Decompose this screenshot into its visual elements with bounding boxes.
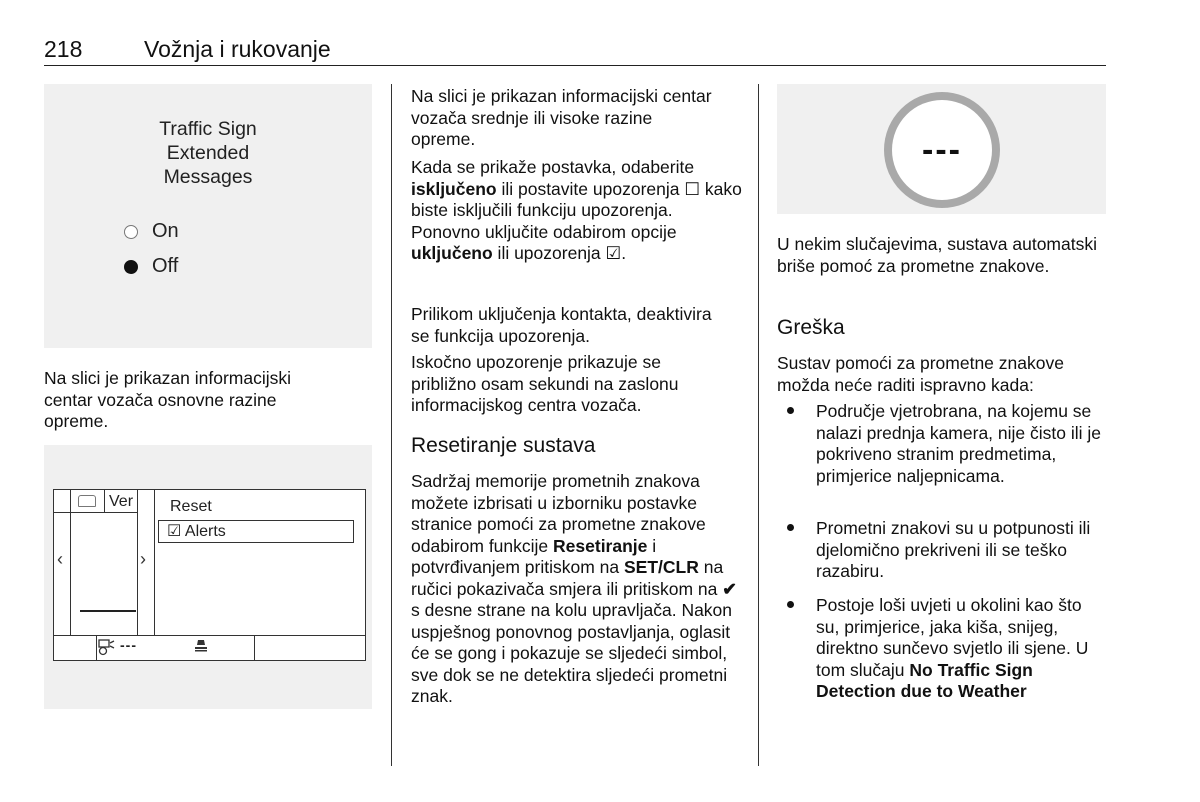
paragraph-settings: Kada se prikaže postavka, odaberite isključeno ili postavite upozorenja ☐ kako biste isključili funkciju upozorenja. Ponovno uključite odabirom opcije uključeno ili upozorenja ☑. [411, 157, 742, 263]
tab-divider [104, 490, 105, 512]
menu-item-label: Alerts [184, 523, 226, 540]
paragraph-popup: Iskočno upozorenje prikazuje se približno osam sekundi na zaslonu informacijskog centra vozača. [411, 352, 679, 415]
menu-item-reset[interactable]: Reset [170, 498, 212, 515]
list-item: Prometni znakovi su u potpunosti ili djelomično prekriveni ili se teško razabiru. [816, 518, 1091, 581]
menu-item-alerts[interactable] [158, 520, 354, 543]
status-bar-divider [254, 635, 255, 660]
radio-option-off[interactable] [124, 255, 178, 278]
traffic-sign-assist-icon [98, 638, 116, 656]
radio-unselected-icon [124, 225, 138, 239]
status-line [80, 610, 136, 612]
left-arrow-icon[interactable]: ‹ [57, 549, 63, 569]
settings-screen-figure [44, 84, 372, 348]
bullet-icon [787, 524, 794, 531]
status-bar-divider [96, 635, 97, 660]
menu-gutter [137, 490, 155, 635]
settings-title-line: Messages [163, 166, 253, 188]
settings-menu [154, 490, 365, 635]
driver-info-screen-figure [44, 445, 372, 709]
header-rule [44, 65, 1106, 66]
left-divider [70, 490, 71, 635]
radio-option-on[interactable] [124, 220, 179, 243]
section-heading-error: Greška [777, 316, 845, 339]
lane-icon [194, 638, 208, 652]
column-divider-1 [391, 84, 392, 766]
figure-caption: Na slici je prikazan informacijski centar vozača osnovne razine opreme. [44, 368, 292, 431]
partial-tab-label: Ver [109, 493, 134, 510]
traffic-sign-figure [777, 84, 1106, 214]
display-frame [53, 489, 366, 661]
settings-title [44, 117, 372, 189]
list-item: Postoje loši uvjeti u okolini kao što su, primjerice, jaka kiša, snijeg, direktno sunčevo svjetlo ili sjene. U tom slučaju No Traffic Sign Detection due to Weather [816, 595, 1089, 701]
sign-face [892, 100, 992, 200]
radio-selected-icon [124, 260, 138, 274]
list-item: Područje vjetrobrana, na kojemu se nalazi prednja kamera, nije čisto ili je pokriveno stranim predmetima, primjerice naljepnicama. [816, 401, 1101, 486]
paragraph-reset: Sadržaj memorije prometnih znakova možete izbrisati u izborniku postavke stranice pomoći za prometne znakove odabirom funkcije Resetiranje i potvrđivanjem pritiskom na SET/CLR na ručici pokazivača smjera ili pritiskom na ✔ s desne strane na kolu upravljača. Nakon uspješnog ponovnog postavljanja, oglasit će se gong i pokazuje se sljedeći simbol, sve dok se ne detektira sljedeći prometni znak. [411, 471, 737, 706]
paragraph-intro: Na slici je prikazan informacijski centar vozača srednje ili visoke razine opreme. [411, 86, 712, 149]
settings-title-line: Extended [166, 142, 250, 164]
radio-label: On [152, 220, 179, 242]
status-dashes: --- [120, 637, 137, 653]
car-icon [78, 495, 96, 507]
page-number: 218 [44, 36, 83, 62]
bullet-icon [787, 407, 794, 414]
section-heading-reset: Resetiranje sustava [411, 434, 596, 457]
sign-dashes: --- [922, 131, 962, 169]
traffic-sign-icon [884, 92, 1000, 208]
right-arrow-icon[interactable]: › [140, 549, 146, 569]
paragraph-auto-delete: U nekim slučajevima, sustava automatski briše pomoć za prometne znakove. [777, 234, 1097, 276]
checkbox-checked-icon: ☑ [167, 523, 182, 540]
page-title: Vožnja i rukovanje [144, 36, 331, 62]
column-divider-2 [758, 84, 759, 766]
paragraph-ignition: Prilikom uključenja kontakta, deaktivira se funkcija upozorenja. [411, 304, 712, 346]
radio-label: Off [152, 255, 179, 277]
status-bar-divider [54, 635, 365, 636]
settings-title-line: Traffic Sign [159, 118, 257, 140]
paragraph-error-intro: Sustav pomoći za prometne znakove možda neće raditi ispravno kada: [777, 353, 1064, 395]
bullet-icon [787, 601, 794, 608]
